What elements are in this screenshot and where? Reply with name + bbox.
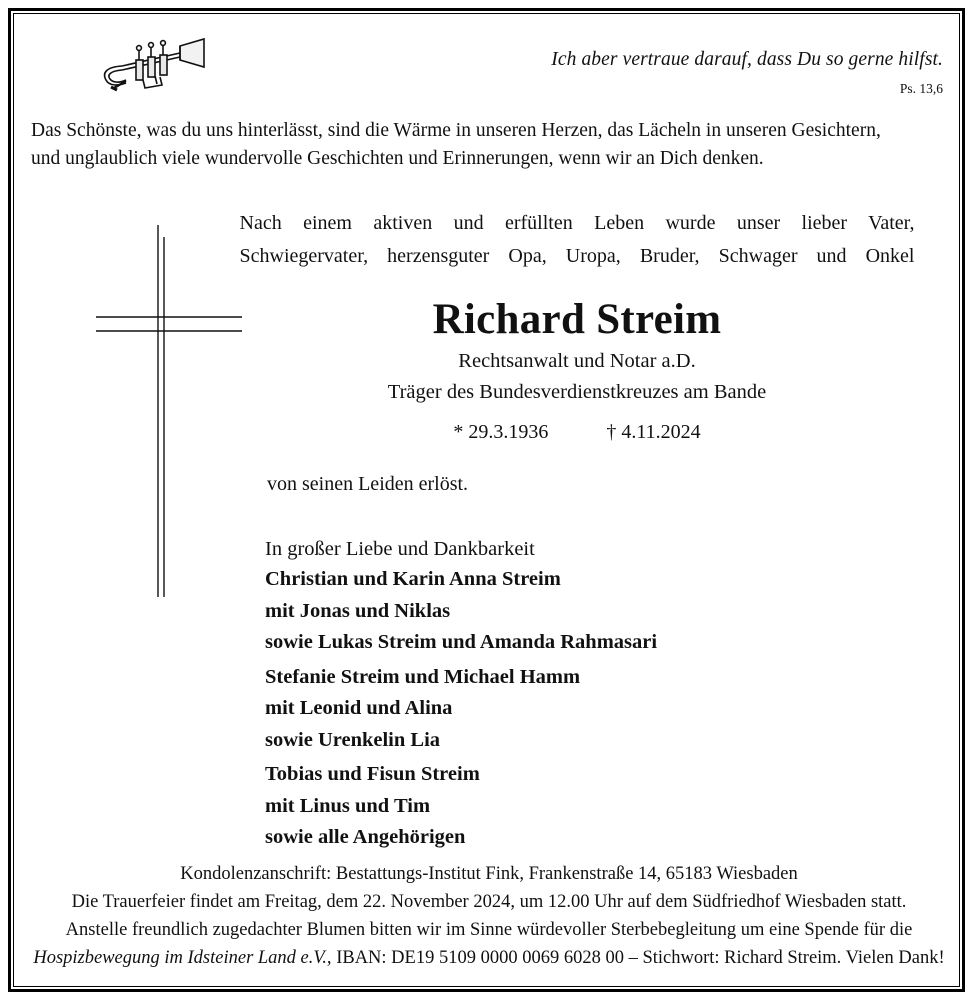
lead-line-1: Nach einem aktiven und erfüllten Leben wurde unser lieber Vater,: [239, 212, 915, 234]
birth-date: * 29.3.1936: [453, 421, 549, 443]
obituary-content: [22, 22, 951, 978]
family-group-1: [265, 564, 945, 659]
donation-iban: IBAN: DE19 5109 0000 0069 6028 00 – Stichwort: Richard Streim. Vielen Dank!: [336, 948, 945, 968]
family-line: Stefanie Streim und Michael Hamm: [265, 665, 581, 688]
family-line: mit Leonid und Alina: [265, 697, 453, 719]
condolence-address: Kondolenzanschrift: Bestattungs-Institut Fink, Frankenstraße 14, 65183 Wiesbaden: [180, 864, 798, 884]
deceased-name: Richard Streim: [432, 296, 722, 343]
ceremony-info: Die Trauerfeier findet am Freitag, dem 22. November 2024, um 12.00 Uhr auf dem Südfriedhof Wiesbaden statt.: [71, 892, 907, 912]
family-line: sowie Lukas Streim und Amanda Rahmasari: [265, 631, 658, 653]
life-dates: [227, 419, 927, 445]
christian-cross-icon: [74, 207, 244, 607]
intro-line-1: Das Schönste, was du uns hinterlässt, sind die Wärme in unseren Herzen, das Lächeln in unseren Gesichtern,: [31, 120, 881, 141]
family-line: Tobias und Fisun Streim: [265, 763, 480, 785]
family-line: mit Linus und Tim: [265, 794, 431, 817]
family-line: sowie alle Angehörigen: [265, 826, 466, 848]
family-line: Christian und Karin Anna Streim: [265, 568, 561, 590]
family-line: sowie Urenkelin Lia: [265, 728, 441, 751]
bible-verse: [423, 48, 943, 96]
intro-line-2: und unglaublich viele wundervolle Geschichten und Erinnerungen, wenn wir an Dich denken.: [31, 148, 764, 169]
family-group-2: [265, 662, 945, 757]
lead-line-2: Schwiegervater, herzensguter Opa, Uropa, Bruder, Schwager und Onkel: [239, 245, 915, 267]
deceased-title-2: Träger des Bundesverdienstkreuzes am Bande: [387, 381, 767, 403]
donation-details: [31, 944, 947, 972]
lead-paragraph: [240, 207, 915, 273]
family-heading: In großer Liebe und Dankbarkeit: [265, 538, 535, 560]
deceased-title-1: Rechtsanwalt und Notar a.D.: [458, 350, 696, 372]
verse-reference: Ps. 13,6: [899, 81, 943, 96]
family-block: [265, 534, 945, 854]
death-date: † 4.11.2024: [606, 421, 701, 443]
intro-paragraph: [31, 117, 947, 173]
family-group-3: [265, 759, 945, 854]
deceased-block: [227, 207, 927, 496]
footer-info: [31, 860, 947, 972]
trumpet-icon: [92, 36, 212, 106]
verse-text: Ich aber vertraue darauf, dass Du so gerne hilfst.: [551, 49, 943, 70]
donation-organization: Hospizbewegung im Idsteiner Land e.V.,: [33, 948, 332, 968]
donation-request-line: Anstelle freundlich zugedachter Blumen bitten wir im Sinne würdevoller Sterbebegleitung um eine Spende für die: [65, 920, 913, 940]
closing-line: von seinen Leiden erlöst.: [267, 473, 469, 495]
family-line: mit Jonas und Niklas: [265, 599, 451, 622]
